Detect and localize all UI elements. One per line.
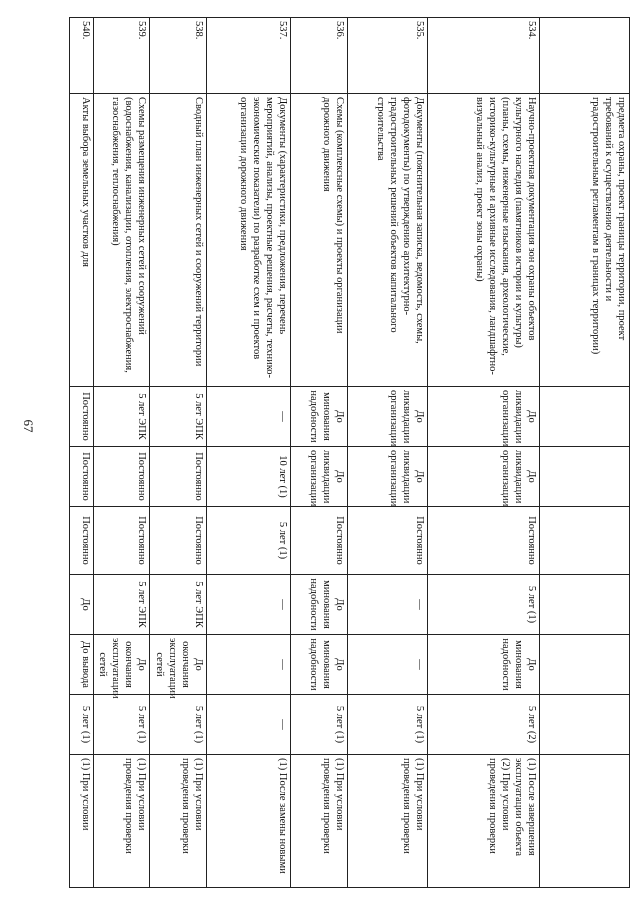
notes-cell: (1) При условии [70,755,94,888]
table-row [291,18,348,888]
retention-archive-cell: Постоянно [150,447,207,507]
document-title-cell: Документы (характеристики, предложения, перечень мероприятий, анализы, проектные решения, расчеты, технико-экономические показатели) по разработке схем и проектов организации дорожного движения [207,94,291,387]
retention-permanent-cell: Постоянно [291,507,348,575]
retention-until-cell: До вывода [70,635,94,695]
retention-check-cell: 5 лет (1) [70,695,94,755]
row-number-cell: 534. [428,18,540,94]
retention-check-cell: 5 лет (1) [291,695,348,755]
notes-cell [540,755,630,888]
retention-term-cell: До [70,575,94,635]
retention-until-cell: До минования надобности [428,635,540,695]
retention-archive-cell: Постоянно [94,447,150,507]
retention-org-cell: До ликвидации организации [428,387,540,447]
document-title-cell: Научно-проектная документация зон охраны объектов культурного наследия (памятников истории и культуры) (планы, схемы, инженерные изыскания, археологические, историко-культурные и архивные исследования, ландшафтно-визуальный анализ, проект зоны охраны) [428,94,540,387]
retention-check-cell: 5 лет (1) [150,695,207,755]
retention-until-cell: До минования надобности [291,635,348,695]
retention-until-cell: — [348,635,428,695]
table-row [348,18,428,888]
retention-permanent-cell: Постоянно [150,507,207,575]
row-number-cell [540,18,630,94]
page-number: 67 [21,419,36,433]
retention-term-cell [540,575,630,635]
retention-until-cell [540,635,630,695]
notes-cell: (1) При условии проведения проверки [348,755,428,888]
retention-until-cell: До окончания эксплуатации сетей [94,635,150,695]
retention-check-cell [540,695,630,755]
rotated-page [47,17,630,887]
row-number-cell: 537. [207,18,291,94]
retention-archive-cell: До ликвидации организации [291,447,348,507]
retention-permanent-cell: Постоянно [428,507,540,575]
retention-term-cell: — [348,575,428,635]
retention-check-cell: 5 лет (2) [428,695,540,755]
retention-check-cell: 5 лет (1) [94,695,150,755]
notes-cell: (1) После завершения эксплуатации объекта (2) При условии проведения проверки [428,755,540,888]
notes-cell: (1) При условии проведения проверки [291,755,348,888]
retention-permanent-cell [540,507,630,575]
retention-archive-cell: До ликвидации организации [348,447,428,507]
retention-org-cell: — [207,387,291,447]
retention-permanent-cell: Постоянно [348,507,428,575]
retention-org-cell: 5 лет ЭПК [94,387,150,447]
retention-permanent-cell: Постоянно [70,507,94,575]
notes-cell: (1) После замены новыми [207,755,291,888]
table-row [540,18,630,888]
document-title-cell: Схемы (комплексные схемы) и проекты организации дорожного движения [291,94,348,387]
row-number-cell: 540. [70,18,94,94]
row-number-cell: 535. [348,18,428,94]
document-title-cell: предмета охраны, проект границы территории, проект требований к осуществлению деятельности и градостроительным регламентам в границах территории) [540,94,630,387]
retention-term-cell: До минования надобности [291,575,348,635]
retention-org-cell: До ликвидации организации [348,387,428,447]
retention-org-cell: 5 лет ЭПК [150,387,207,447]
notes-cell: (1) При условии проведения проверки [94,755,150,888]
table-row [150,18,207,888]
retention-permanent-cell: Постоянно [94,507,150,575]
retention-archive-cell: До ликвидации организации [428,447,540,507]
retention-permanent-cell: 5 лет (1) [207,507,291,575]
retention-term-cell: — [207,575,291,635]
row-number-cell: 538. [150,18,207,94]
retention-archive-cell: Постоянно [70,447,94,507]
records-retention-table [69,17,630,888]
retention-org-cell: Постоянно [70,387,94,447]
row-number-cell: 536. [291,18,348,94]
retention-term-cell: 5 лет (1) [428,575,540,635]
document-title-cell: Документы (пояснительная записка, ведомость, схемы, фотодокументы) по утверждению архитектурно-градостроительных решений объектов капитального строительства [348,94,428,387]
table-row [94,18,150,888]
table-row [428,18,540,888]
retention-check-cell: 5 лет (1) [348,695,428,755]
retention-until-cell: До окончания эксплуатации сетей [150,635,207,695]
retention-org-cell [540,387,630,447]
table-row [70,18,94,888]
table-row [207,18,291,888]
retention-until-cell: — [207,635,291,695]
document-title-cell: Акты выбора земельных участков для [70,94,94,387]
retention-term-cell: 5 лет ЭПК [150,575,207,635]
retention-org-cell: До минования надобности [291,387,348,447]
retention-check-cell: — [207,695,291,755]
table-stage [47,17,630,887]
retention-term-cell: 5 лет ЭПК [94,575,150,635]
document-title-cell: Схемы размещения инженерных сетей и сооружений (водоснабжения, канализации, отопления, электроснабжения, газоснабжения, теплоснабжения) [94,94,150,387]
retention-archive-cell: 10 лет (1) [207,447,291,507]
notes-cell: (1) При условии проведения проверки [150,755,207,888]
document-title-cell: Сводный план инженерных сетей и сооружений территории [150,94,207,387]
retention-archive-cell [540,447,630,507]
row-number-cell: 539. [94,18,150,94]
